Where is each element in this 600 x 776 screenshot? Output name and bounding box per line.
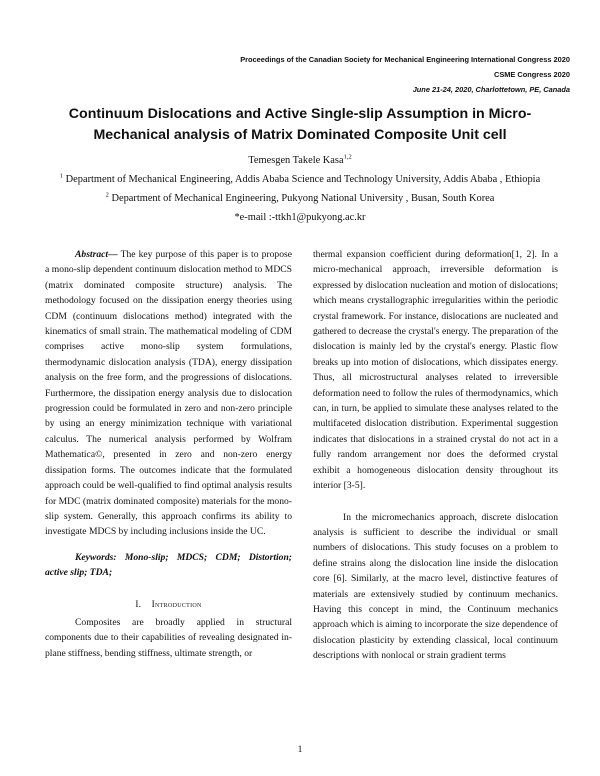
title-line-1: Continuum Dislocations and Active Single-slip Assumption in Micro- (68, 106, 532, 122)
congress-header: CSME Congress 2020 (494, 70, 570, 79)
keywords: Keywords: Mono-slip; MDCS; CDM; Distortion; active slip; TDA; (45, 551, 292, 579)
paper-title (20, 104, 580, 146)
affiliation-1-text: Department of Mechanical Engineering, Addis Ababa Science and Technology University, Addis Ababa , Ethiopia (65, 174, 541, 185)
left-column (45, 247, 292, 661)
introduction-paragraph: Composites are broadly applied in structural components due to their capabilities of revealing designated in-plane stiffness, bending stiffness, ultimate strength, or (45, 616, 292, 659)
right-paragraph-2: In the micromechanics approach, discrete dislocation analysis is sufficient to describe the individual or small numbers of dislocations. This study focuses on a problem to define strains along the dislocation line inside the dislocation core [6]. Similarly, at the macro level, distinctive features of materials are extensively studied by continuum mechanics. Having this concept in mind, the Continuum mechanics approach which is aiming to incorporate the size dependence of dislocation plasticity by extending classical, local continuum descriptions with nonlocal or strain gradient terms (313, 511, 558, 662)
affiliation-1-sup: 1 (59, 172, 64, 180)
title-line-2: Mechanical analysis of Matrix Dominated Composite Unit cell (93, 127, 507, 143)
abstract (45, 247, 292, 540)
right-paragraph-1: thermal expansion coefficient during deformation[1, 2]. In a micro-mechanical approach, irreversible deformation is expressed by dislocation nucleation and motion of dislocations; which means crystallographic irregularities within the periodic crystal framework. For instance, dislocations are nucleated and gathered to decrease the crystal's energy. The preparation of the dislocation is mainly led by the crystal's energy. Plastic flow breaks up into motion of dislocations, which dissipates energy. Thus, all microstructural analyses related to irreversible deformation need to follow the rules of thermodynamics, which can, in turn, be applied to simulate these analyses related to the multifaceted dislocation distribution. Experimental suggestion indicates that dislocations in a strained crystal do not act in a fully random arrangement nor does the deformed crystal exhibit a homogeneous dislocation density throughout its interior [3-5]. (313, 249, 558, 492)
page-number: 1 (297, 744, 303, 755)
email: *e-mail :-ttkh1@pukyong.ac.kr (234, 212, 366, 223)
affiliation-2-sup: 2 (105, 191, 109, 199)
affiliation-2-text: Department of Mechanical Engineering, Pukyong National University , Busan, South Korea (111, 193, 495, 204)
author (10, 155, 590, 166)
dates-header: June 21-24, 2020, Charlottetown, PE, Canada (412, 85, 570, 94)
author-name: Temesgen Takele Kasa (248, 155, 344, 166)
right-column (313, 247, 558, 664)
affiliation-1 (10, 174, 590, 185)
section-heading (45, 597, 292, 612)
author-sup: 1,2 (343, 153, 352, 161)
abstract-text: The key purpose of this paper is to propose a mono-slip dependent continuum dislocation method to MDCS (matrix dominated composite structure) analysis. The methodology focused on the dissipation energy theories using CDM (continuum dislocations method) integrated with the kinematics of small strain. The mathematical modeling of CDM comprises active mono-slip system formulations, thermodynamic dislocation analysis (TDA), energy dissipation analysis on the free form, and the progressions of dislocations. Furthermore, the dissipation energy analysis due to dislocation progression could be formulated in zero and non-zero principle by using an energy minimization technique with variational calculus. The numerical analysis performed by Wolfram Mathematica©, presented in zero and non-zero energy dissipation forms. The outcomes indicate that the formulated approach could be well-qualified to find optimal analysis results for MDC (matrix dominated composite) materials for the mono-slip system. Generally, this approach confirms its ability to investigate MDCS by including inclusions inside the UC. (45, 249, 292, 538)
abstract-label: Abstract— (75, 249, 118, 260)
section-number: I. (135, 598, 142, 609)
proceedings-header: Proceedings of the Canadian Society for Mechanical Engineering International Congress 2020 (240, 55, 570, 64)
section-title: Introduction (151, 598, 202, 609)
affiliation-2 (10, 193, 590, 204)
